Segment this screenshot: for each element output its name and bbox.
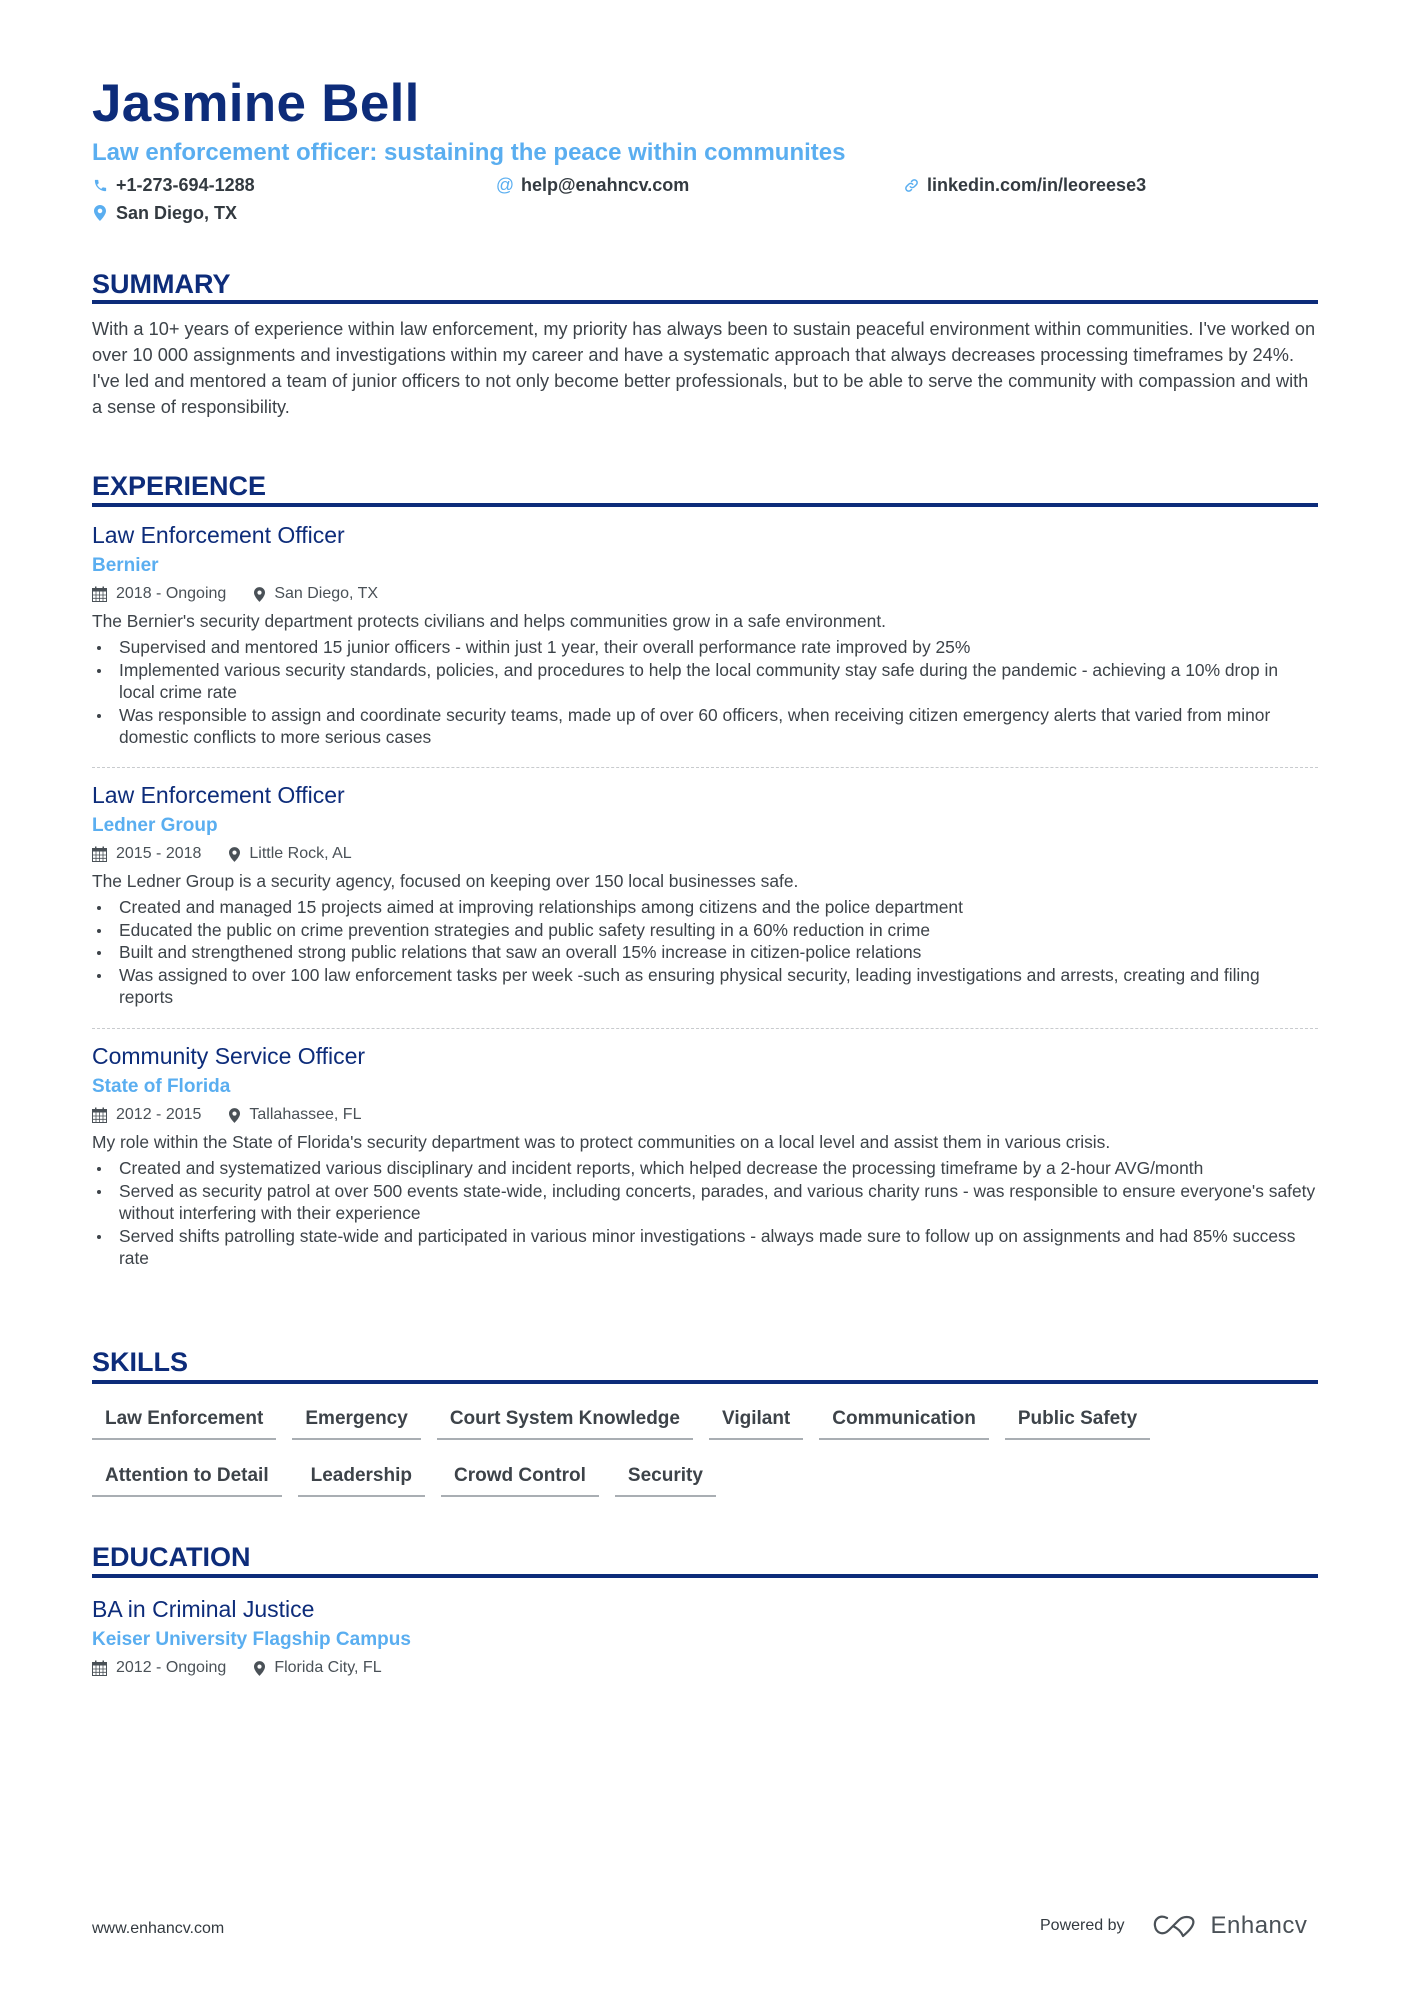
calendar-icon [92, 846, 108, 862]
achievement-item: Educated the public on crime prevention strategies and public safety resulting in a 60% reduction in crime [92, 919, 1318, 942]
contact-linkedin[interactable] [903, 174, 1146, 196]
candidate-name: Jasmine Bell [92, 74, 420, 133]
job-meta [92, 1104, 1318, 1126]
achievement-item: Built and strengthened strong public relations that saw an overall 15% increase in citizen-police relations [92, 941, 1318, 964]
map-pin-icon [229, 1107, 241, 1123]
skill-tag: Leadership [298, 1456, 425, 1497]
job-achievements [92, 1157, 1318, 1270]
job-title: Law Enforcement Officer [92, 522, 345, 548]
skills-heading: SKILLS [92, 1347, 189, 1377]
job-dates: 2012 - 2015 [116, 1106, 202, 1123]
skills-divider [92, 1380, 1318, 1384]
enhancv-logo [1153, 1912, 1308, 1940]
education-divider [92, 1574, 1318, 1578]
skills-list [92, 1399, 1318, 1513]
skill-tag: Attention to Detail [92, 1456, 282, 1497]
skill-tag: Emergency [292, 1399, 420, 1440]
education-location: Florida City, FL [274, 1659, 382, 1676]
summary-text: With a 10+ years of experience within law enforcement, my priority has always been to sustain peaceful environment within communities. I've worked on over 10 000 assignments and investigations within my career and have a systematic approach that always decreases processing timeframes by 24%. I've led and mentored a team of junior officers to not only become better professionals, but to be able to serve the community with compassion and with a sense of responsibility. [92, 319, 1316, 417]
job-location: Little Rock, AL [249, 845, 352, 862]
skill-tag: Public Safety [1005, 1399, 1150, 1440]
skill-tag: Security [615, 1456, 716, 1497]
job-meta [92, 843, 1318, 865]
brand-name: Enhancv [1210, 1912, 1308, 1939]
skill-tag: Law Enforcement [92, 1399, 276, 1440]
phone-icon [92, 176, 108, 194]
calendar-icon [92, 1660, 108, 1676]
map-pin-icon [92, 204, 108, 222]
education-meta [92, 1657, 1318, 1679]
achievement-item: Supervised and mentored 15 junior officers - within just 1 year, their overall performance rate improved by 25% [92, 636, 1318, 659]
achievement-item: Served shifts patrolling state-wide and participated in various minor investigations - always made sure to follow up on assignments and had 85% success rate [92, 1225, 1318, 1270]
experience-heading: EXPERIENCE [92, 471, 267, 501]
footer-branding[interactable] [1040, 1912, 1307, 1940]
achievement-item: Was responsible to assign and coordinate security teams, made up of over 60 officers, when receiving citizen emergency alerts that varied from minor domestic conflicts to more serious cases [92, 704, 1318, 749]
skill-tag: Court System Knowledge [437, 1399, 693, 1440]
job-dates: 2018 - Ongoing [116, 585, 227, 602]
school-name[interactable]: Keiser University Flagship Campus [92, 1629, 411, 1650]
job-company[interactable]: Bernier [92, 555, 159, 576]
location-text: San Diego, TX [116, 203, 238, 223]
job-location: Tallahassee, FL [249, 1106, 362, 1123]
job-company[interactable]: Ledner Group [92, 815, 218, 836]
enhancv-logo-icon [1153, 1914, 1199, 1938]
job-description: My role within the State of Florida's security department was to protect communities on a local level and assist them in various crisis. [92, 1132, 1111, 1152]
job-meta [92, 583, 1318, 605]
achievement-item: Implemented various security standards, policies, and procedures to help the local community stay safe during the pandemic - achieving a 10% drop in local crime rate [92, 659, 1318, 704]
footer-website-link[interactable]: www.enhancv.com [92, 1920, 225, 1937]
entry-separator [92, 767, 1318, 768]
experience-entry [92, 1041, 1318, 1270]
achievement-item: Was assigned to over 100 law enforcement tasks per week -such as ensuring physical security, leading investigations and arrests, creating and filing reports [92, 964, 1318, 1009]
email-text: help@enahncv.com [521, 175, 690, 195]
skill-tag: Crowd Control [441, 1456, 599, 1497]
skill-tag: Vigilant [709, 1399, 803, 1440]
calendar-icon [92, 586, 108, 602]
job-company[interactable]: State of Florida [92, 1076, 231, 1097]
job-achievements [92, 896, 1318, 1009]
education-heading: EDUCATION [92, 1542, 251, 1572]
job-description: The Bernier's security department protects civilians and helps communities grow in a safe environment. [92, 611, 886, 631]
experience-entry [92, 520, 1318, 749]
powered-by-label: Powered by [1040, 1917, 1125, 1934]
achievement-item: Created and systematized various disciplinary and incident reports, which helped decrease the processing timeframe by a 2-hour AVG/month [92, 1157, 1318, 1180]
contact-location [92, 202, 237, 224]
achievement-item: Served as security patrol at over 500 events state-wide, including concerts, parades, and various charity runs - was responsible to ensure everyone's safety without interfering with their experience [92, 1180, 1318, 1225]
map-pin-icon [254, 1660, 266, 1676]
contact-phone[interactable] [92, 174, 255, 196]
job-dates: 2015 - 2018 [116, 845, 202, 862]
job-description: The Ledner Group is a security agency, focused on keeping over 150 local businesses safe. [92, 871, 799, 891]
calendar-icon [92, 1107, 108, 1123]
job-location: San Diego, TX [274, 585, 379, 602]
degree-title: BA in Criminal Justice [92, 1596, 315, 1622]
summary-heading: SUMMARY [92, 269, 231, 299]
contact-email[interactable] [497, 174, 689, 196]
education-entry [92, 1594, 1318, 1679]
job-title: Community Service Officer [92, 1043, 366, 1069]
at-icon: @ [495, 175, 515, 195]
phone-text: +1-273-694-1288 [116, 175, 255, 195]
map-pin-icon [254, 586, 266, 602]
entry-separator [92, 1028, 1318, 1029]
link-icon [903, 176, 919, 194]
candidate-headline: Law enforcement officer: sustaining the peace within communites [92, 139, 846, 166]
experience-entry [92, 780, 1318, 1009]
achievement-item: Created and managed 15 projects aimed at improving relationships among citizens and the police department [92, 896, 1318, 919]
job-title: Law Enforcement Officer [92, 782, 345, 808]
linkedin-text: linkedin.com/in/leoreese3 [927, 175, 1147, 195]
experience-divider [92, 503, 1318, 507]
job-achievements [92, 636, 1318, 749]
summary-divider [92, 300, 1318, 304]
skill-tag: Communication [819, 1399, 989, 1440]
education-dates: 2012 - Ongoing [116, 1659, 227, 1676]
map-pin-icon [229, 846, 241, 862]
